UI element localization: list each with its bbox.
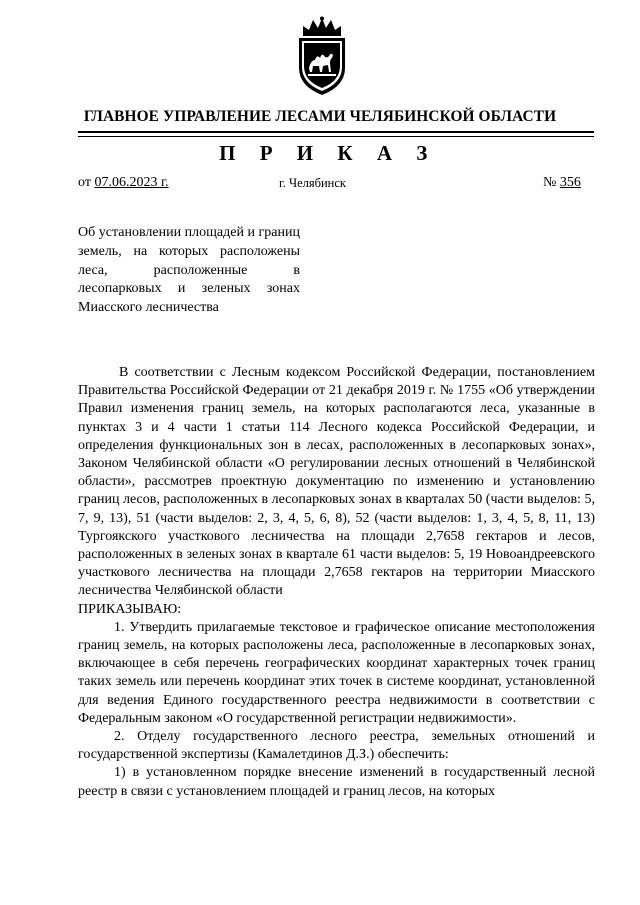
- coat-of-arms-emblem: [295, 16, 349, 96]
- item-2-1-paragraph: 1) в установленном порядке внесение изменений в государственный лесной реестр в связи с установлением площадей и границ лесов, на которых: [78, 765, 595, 799]
- document-title: П Р И К А З: [219, 141, 437, 165]
- order-word: ПРИКАЗЫВАЮ:: [78, 601, 182, 617]
- city: г. Челябинск: [279, 176, 346, 190]
- order-body: [78, 364, 595, 801]
- date-value: 07.06.2023 г.: [94, 175, 169, 190]
- number-prefix: №: [543, 175, 557, 190]
- organization-name: ГЛАВНОЕ УПРАВЛЕНИЕ ЛЕСАМИ ЧЕЛЯБИНСКОЙ ОБЛАСТИ: [83, 108, 557, 125]
- order-date: [78, 175, 169, 191]
- item-1-paragraph: 1. Утвердить прилагаемые текстовое и графическое описание местоположения границ земель, на которых расположены леса, расположенные в лесопарковых зонах, включающее в себя перечень географических координат характерных точек границ таких земель или перечень координат этих точек в системе координат, установленной для ведения Единого государственного реестра недвижимости в соответствии с Федеральным законом «О государственной регистрации недвижимости».: [78, 619, 595, 726]
- preamble-paragraph: В соответствии с Лесным кодексом Российской Федерации, постановлением Правительства Российской Федерации от 21 декабря 2019 г. № 1755 «Об утверждении Правил изменения границ земель, на которых располагаются леса, указанные в пунктах 3 и 4 части 1 статьи 114 Лесного кодекса Российской Федерации, и определения функциональных зон в лесах, расположенных в лесопарковых зонах», Законом Челябинской области «О регулировании лесных отношений в Челябинской области», рассмотрев проектную документацию по изменению и установлению границ лесов, расположенных в лесопарковых зонах в кварталах 50 (части выделов: 5, 7, 9, 13), 51 (части выделов: 2, 3, 4, 5, 6, 8), 52 (части выделов: 1, 3, 4, 5, 8, 11, 13) Тургоякского участкового лесничества на площади 2,7658 гектаров и лесов, расположенных в зеленых зонах в квартале 61 части выделов: 5, 19 Новоандреевского участкового лесничества на площади 2,7658 гектаров на территории Миасского лесничества Челябинской области: [78, 365, 595, 599]
- header-rule-thin: [78, 136, 594, 137]
- order-subject: Об установлении площадей и границ земель, на которых расположены леса, расположенные в лесопарковых и зеленых зонах Миасского лесничества: [78, 225, 300, 316]
- item-2-paragraph: 2. Отделу государственного лесного реестра, земельных отношений и государственной экспертизы (Камалетдинов Д.З.) обеспечить:: [78, 729, 595, 763]
- number-value: 356: [559, 175, 581, 190]
- order-number: [543, 175, 581, 191]
- date-prefix: от: [78, 175, 91, 190]
- header-rule-thick: [78, 131, 594, 133]
